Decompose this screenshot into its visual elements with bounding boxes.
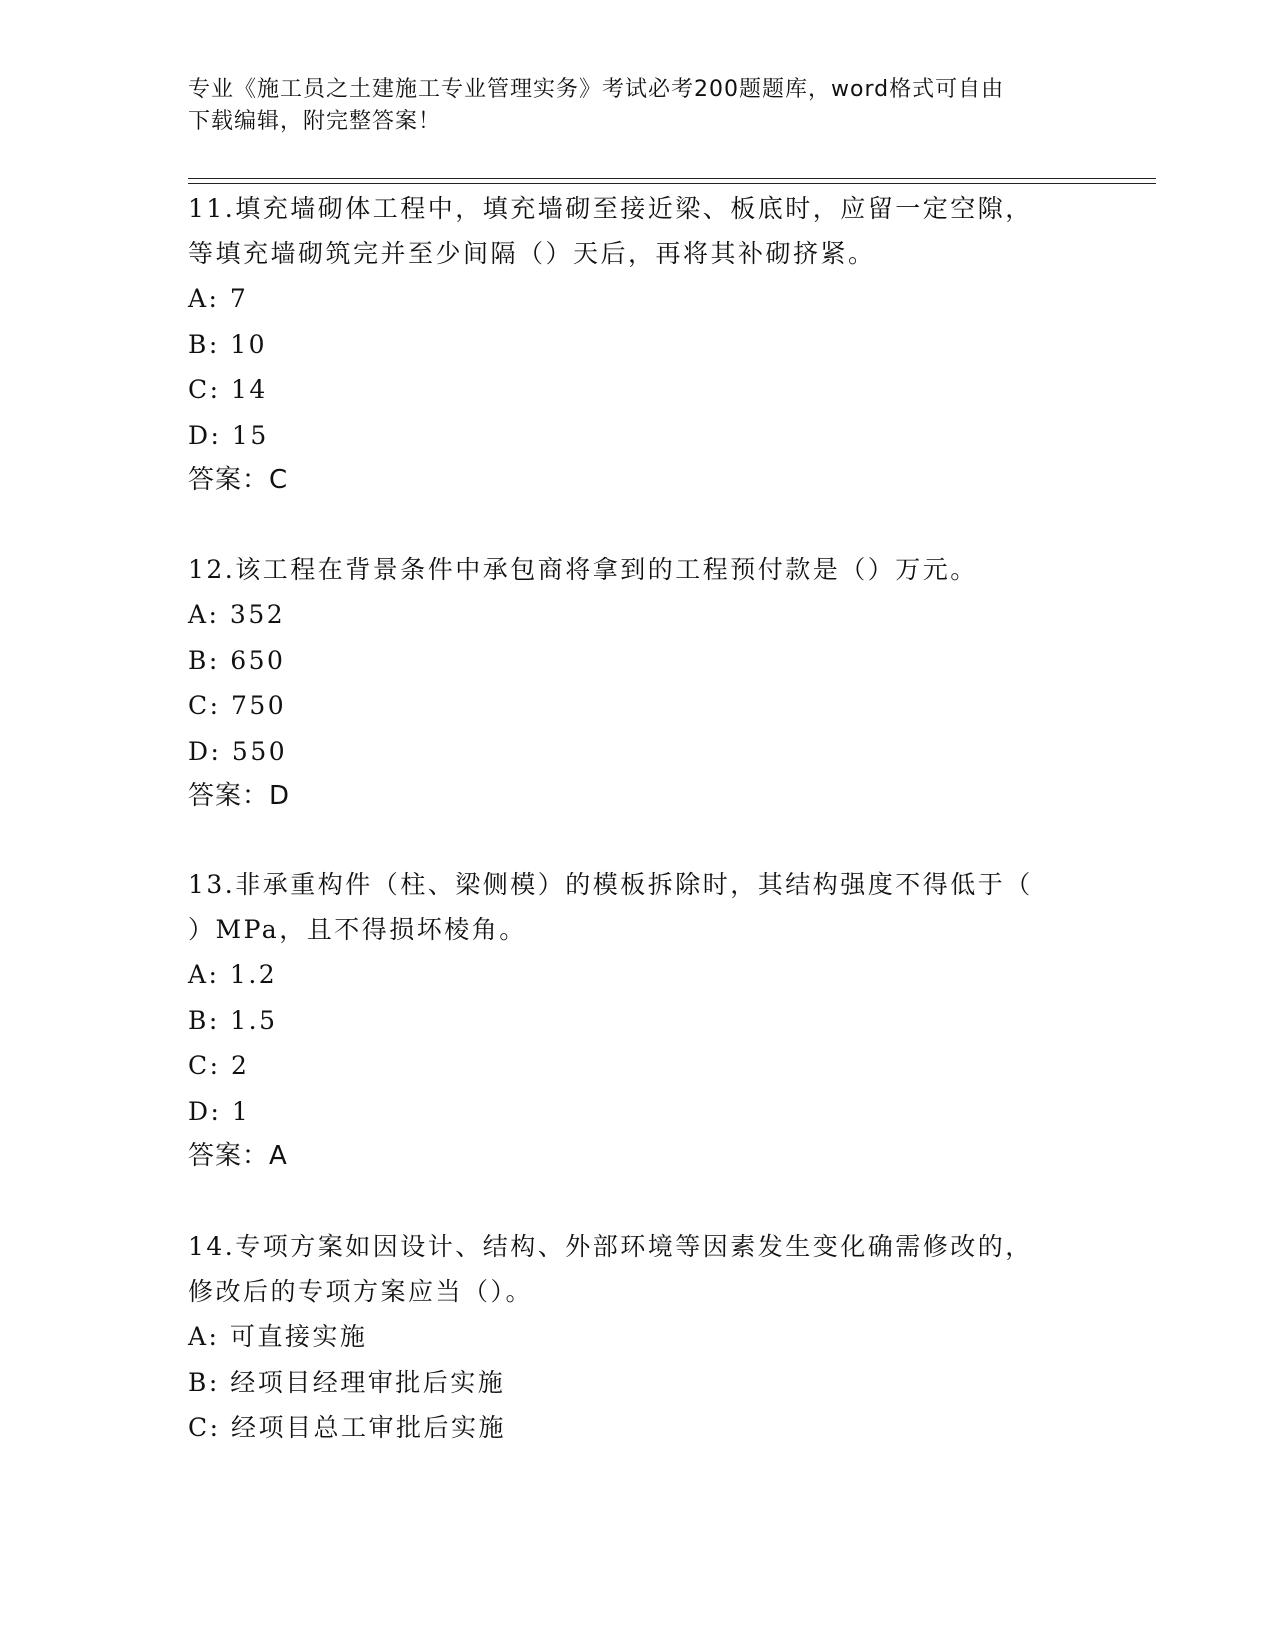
header-divider-top [188, 178, 1156, 179]
option-b: B: 1.5 [188, 1005, 278, 1035]
question-block [188, 547, 1128, 818]
option-c: C: 经项目总工审批后实施 [188, 1413, 506, 1442]
question-block [188, 1224, 1128, 1451]
header-divider-bottom [188, 183, 1156, 184]
question-text-line: ）MPa，且不得损坏棱角。 [188, 915, 527, 944]
option-d: D: 1 [188, 1096, 251, 1126]
option-a: A: 352 [188, 600, 286, 629]
answer-label: 答案：D [188, 781, 291, 811]
option-b: B: 经项目经理审批后实施 [188, 1367, 506, 1397]
answer-label: 答案：C [188, 465, 289, 495]
header-line-1: 专业《施工员之土建施工专业管理实务》考试必考200题题库，word格式可自由 [188, 77, 1005, 102]
option-a: A: 1.2 [188, 960, 278, 989]
option-d: D: 15 [188, 420, 269, 450]
question-text-line: 修改后的专项方案应当（）。 [188, 1277, 534, 1306]
option-c: C: 750 [188, 691, 287, 720]
question-text-line: 等填充墙砌筑完并至少间隔（）天后，再将其补砌挤紧。 [188, 239, 876, 268]
option-d: D: 550 [188, 736, 288, 766]
header-line-2: 下载编辑，附完整答案！ [188, 109, 442, 134]
answer-label: 答案：A [188, 1141, 288, 1171]
option-c: C: 14 [188, 375, 268, 404]
question-block [188, 186, 1128, 502]
question-text-line: 11.填充墙砌体工程中，填充墙砌至接近梁、板底时，应留一定空隙， [188, 194, 1033, 223]
option-b: B: 10 [188, 329, 268, 359]
document-header [188, 74, 1088, 138]
option-c: C: 2 [188, 1051, 250, 1080]
question-block [188, 862, 1128, 1178]
option-a: A: 7 [188, 284, 249, 313]
option-b: B: 650 [188, 645, 286, 675]
question-text-line: 13.非承重构件（柱、梁侧模）的模板拆除时，其结构强度不得低于（ [188, 870, 1033, 899]
question-text-line: 14.专项方案如因设计、结构、外部环境等因素发生变化确需修改的， [188, 1232, 1033, 1261]
question-text-line: 12.该工程在背景条件中承包商将拿到的工程预付款是（）万元。 [188, 555, 978, 584]
option-a: A: 可直接实施 [188, 1322, 368, 1351]
